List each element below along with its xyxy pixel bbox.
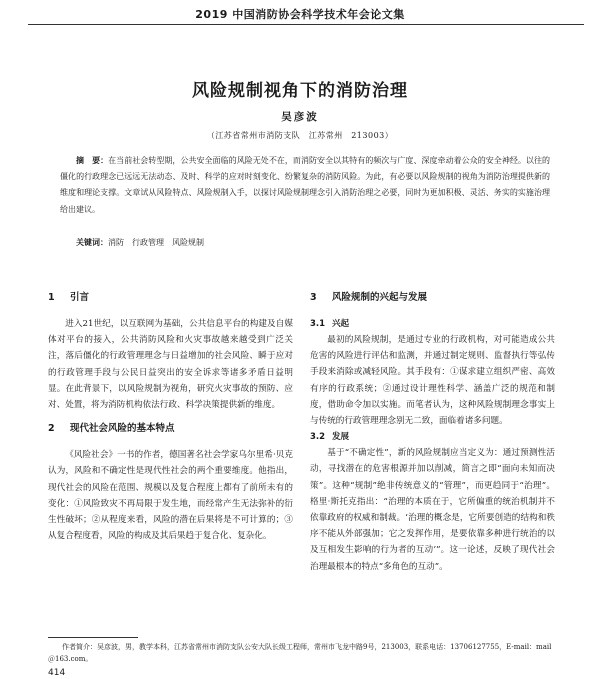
- section-3-2-paragraph: 基于“不确定性”，新的风险规制应当定义为：通过预测性活动，寻找潜在的危害根源并加以削减，简言之即“面向未知而决策”。这种“规制”绝非传统意义的“管理”，而更趋同于“治理”。格里·斯托克指出：“治理的本质在于，它所偏重的统治机制并不依靠政府的权威和制裁。‘治理的概念是，它所要创造的结构和秩序不能从外部强加；它之发挥作用，是要依靠多种进行统治的以及互相发生影响的行为者的互动’”。这一论述，反映了现代社会治理最根本的特点“多角色的互动”。: [310, 448, 555, 572]
- paper-title: 风险规制视角下的消防治理: [192, 81, 408, 101]
- abstract-label: 摘 要：: [76, 156, 109, 165]
- footnote-rule: [48, 637, 138, 638]
- author-name: 吴彦波: [281, 111, 319, 123]
- section-3-1-paragraph: 最初的风险规制，是通过专业的行政机构，对可能造成公共危害的风险进行评估和监测，并通过制定规则、监督执行等弘传手段来消除或减轻风险。其手段有：①谋求建立组织严密、高效有序的行政系统；②通过设计理性科学、涵盖广泛的规范和制度，借助命令加以实施。而笔者认为，这种风险规制理念事实上与传统的行政管理理念别无二致，面临着诸多问题。: [310, 335, 555, 427]
- keywords-text: 消防 行政管理 风险规制: [108, 238, 204, 247]
- section-3-heading: [310, 290, 555, 316]
- section-3-2-number: 3.2: [310, 432, 326, 443]
- header-rule: [28, 24, 584, 25]
- section-3-1-number: 3.1: [310, 319, 326, 329]
- left-column: [48, 282, 293, 544]
- keywords: [60, 237, 550, 248]
- section-2-paragraph: 《风险社会》一书的作者，德国著名社会学家乌尔里希·贝克认为，风险和不确定性是现代性社会的两个重要维度。他指出，现代社会的风险在范围、规模以及复合程度上都有了前所未有的变化：①风险致灾不再局限于发生地，而经常产生无法弥补的衍生性破坏；②从程度来看，风险的潜在后果将是不可计算的；③从复合程度看，风险的构成及其后果趋于复合化、复杂化。: [48, 450, 293, 542]
- keywords-label: 关键词：: [76, 238, 108, 247]
- section-1-title: 引言: [70, 292, 90, 303]
- section-1-paragraph: 进入21世纪，以互联网为基础，公共信息平台的构建及自媒体对平台的接入，公共消防风险和火灾事故越来越受到广泛关注，落后僵化的行政管理理念与日益增加的社会风险、瞬于应对的行政管理手段与公民日益突出的安全诉求等诸多矛盾日益明显。在此背景下，以风险规制为视角，研究火灾事故的预防、应对、处置，将为消防机构依法行政、科学决策提供新的维度。: [48, 319, 293, 411]
- section-2-title: 现代社会风险的基本特点: [70, 423, 175, 435]
- section-3-1-title: 兴起: [332, 319, 350, 329]
- section-1-number: 1: [48, 292, 55, 303]
- running-header: 2019 中国消防协会科学技术年会论文集: [195, 8, 405, 21]
- author-affiliation: （江苏省常州市消防支队 江苏常州 213003）: [206, 131, 394, 140]
- abstract-text: 在当前社会转型期，公共安全面临的风险无处不在，而消防安全以其特有的频次与广度、深度牵动着公众的安全神经。以往的僵化的行政理念已远远无法动态、及时、科学的应对时刻变化、纷繁复杂的消防风险。为此，有必要以风险规制的视角为消防治理提供新的维度和理论支撑。文章试从风险特点、风险规制入手，以探讨风险规制理念引入消防治理之必要，同时为更加积极、灵活、务实的实施治理给出建议。: [60, 156, 550, 214]
- section-1-heading: [48, 290, 293, 316]
- section-3-number: 3: [310, 292, 317, 303]
- right-column: [310, 282, 555, 575]
- section-3-title: 风险规制的兴起与发展: [332, 292, 428, 303]
- section-2-heading: [48, 421, 293, 447]
- section-2-number: 2: [48, 423, 55, 435]
- section-3-1-heading: [310, 316, 555, 332]
- page-number: 414: [48, 668, 66, 678]
- section-3-2-title: 发展: [332, 432, 350, 443]
- author-footnote: 作者简介：吴彦波，男，教学本科，江苏省常州市消防支队公安大队长级工程师，常州市飞龙中路9号，213003，联系电话：13706127755，E-mail：mail＠163.com。: [48, 643, 552, 663]
- section-3-2-heading: [310, 429, 555, 445]
- abstract: [60, 153, 550, 218]
